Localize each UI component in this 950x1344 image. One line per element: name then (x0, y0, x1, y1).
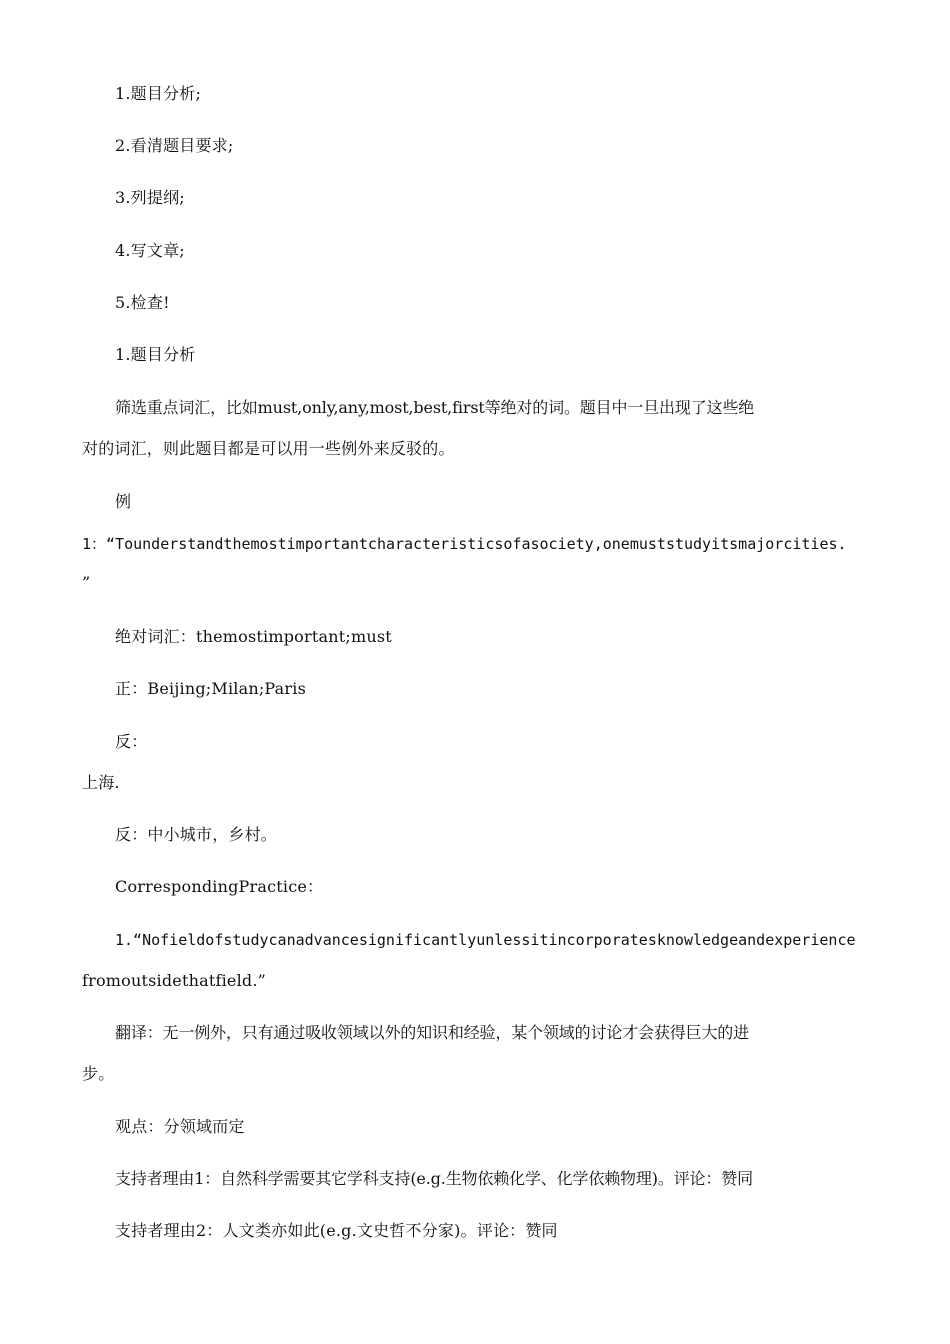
step-5-check: 5.检查! (115, 293, 170, 312)
supporter-reason-2: 支持者理由2：人文类亦如此(e.g.文史哲不分家)。评论：赞同 (115, 1221, 558, 1240)
translation-line-2: 步。 (82, 1064, 115, 1083)
step-1-topic-analysis: 1.题目分析; (115, 84, 202, 103)
translation-line-1: 翻译：无一例外，只有通过吸收领域以外的知识和经验，某个领域的讨论才会获得巨大的进 (115, 1023, 750, 1042)
corresponding-practice-heading: CorrespondingPractice： (115, 877, 324, 896)
paragraph-absolute-words-line-2: 对的词汇，则此题目都是可以用一些例外来反驳的。 (82, 439, 455, 458)
example-1-quote: 1：“Tounderstandthemostimportantcharacteristicsofasociety,onemuststudyitsmajorcities. (82, 535, 847, 553)
step-4-write-essay: 4.写文章; (115, 241, 185, 260)
practice-1-quote-line-2: fromoutsidethatfield.” (82, 971, 267, 990)
supporter-reason-1: 支持者理由1：自然科学需要其它学科支持(e.g.生物依赖化学、化学依赖物理)。评论：赞同 (115, 1169, 753, 1188)
example-1-closing-quote: ” (82, 573, 91, 592)
negative-example-shanghai: 上海. (82, 773, 120, 792)
positive-examples: 正：Beijing;Milan;Paris (115, 679, 306, 698)
practice-1-quote-line-1: 1.“Nofieldofstudycanadvancesignificantlyunlessitincorporatesknowledgeandexperience (115, 931, 856, 949)
absolute-words-note: 绝对词汇：themostimportant;must (115, 627, 392, 646)
viewpoint: 观点：分领域而定 (115, 1117, 245, 1136)
section-heading-topic-analysis: 1.题目分析 (115, 345, 196, 364)
step-2-read-requirements: 2.看清题目要求; (115, 136, 234, 155)
paragraph-absolute-words-line-1: 筛选重点词汇，比如must,only,any,most,best,first等绝对的词。题目中一旦出现了这些绝 (115, 398, 755, 417)
negative-examples-small-cities: 反：中小城市，乡村。 (115, 825, 278, 844)
negative-label: 反： (115, 732, 148, 751)
example-label: 例 (115, 492, 132, 511)
step-3-outline: 3.列提纲; (115, 188, 185, 207)
